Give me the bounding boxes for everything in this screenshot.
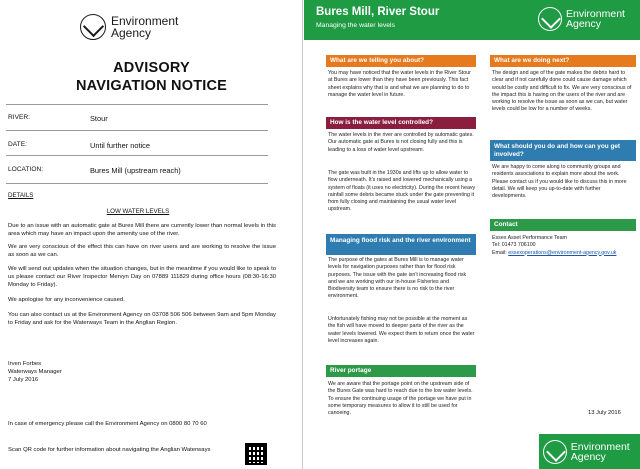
field-value: Stour — [90, 114, 108, 123]
section-heading-controlled: How is the water level controlled? — [326, 117, 476, 129]
qr-caption: Scan QR code for further information about navigating the Anglian Waterways — [8, 447, 211, 453]
field-label: RIVER: — [8, 114, 30, 121]
environment-agency-emblem-icon — [543, 440, 567, 464]
signature-date: 7 July 2016 — [8, 377, 39, 383]
emergency-line: In case of emergency please call the Environment Agency on 0800 80 70 60 — [8, 421, 207, 427]
notice-paragraph: We will send out updates when the situation changes, but in the meantime if you would like to speak to us please contact our River Inspector Mervyn Day on 07889 111829 during office hours (08:30-16:30 Monday to Friday). — [8, 266, 276, 288]
logo-wordmark: Environment Agency — [570, 440, 630, 463]
section-heading-telling: What are we telling you about? — [326, 55, 476, 67]
environment-agency-logo — [80, 14, 179, 40]
fact-sheet-title: Bures Mill, River Stour — [316, 6, 440, 18]
notice-title-line1: ADVISORY — [113, 60, 190, 76]
environment-agency-logo — [538, 7, 636, 31]
notice-paragraph: You can also contact us at the Environment Agency on 03708 506 506 between 9am and 5pm Monday to Friday and ask for the Waterways Team in the Anglian Region. — [8, 312, 276, 326]
section-heading-contact: Contact — [490, 219, 636, 231]
contact-details — [492, 235, 636, 257]
section-heading-next: What are we doing next? — [490, 55, 636, 67]
logo-wordmark: Environment Agency — [566, 8, 625, 30]
signatory-name: Irven Forbes — [8, 361, 42, 367]
divider — [6, 104, 268, 105]
section-heading-involved: What should you do and how can you get involved? — [490, 140, 636, 161]
fact-sheet-subtitle: Managing the water levels — [316, 22, 395, 29]
notice-title — [0, 59, 303, 95]
contact-email-row — [492, 250, 636, 257]
section-body-flood-1: The purpose of the gates at Bures Mill is to manage water levels for navigation purposes rather than for flood risk purposes. The issue with the gate isn't increasing flood risk and we are working with our in-house Fisheries and Biodiversity team to ensure there is no risk to the river environment. — [328, 257, 467, 300]
signatory-role: Waterways Manager — [8, 369, 62, 375]
contact-team: Essex Asset Performance Team — [492, 235, 567, 241]
signature-block — [8, 360, 62, 384]
field-label: DATE: — [8, 141, 27, 148]
section-body-next: The design and age of the gate makes the debris hard to clear and if not carefully done could cause damage which would be costly and difficult to fix. We are very conscious of the impact this is having on the users of the river and are working to resolve the issue as soon as we can, but water levels could be low for a number of weeks. — [492, 70, 632, 113]
logo-wordmark: Environment Agency — [111, 14, 179, 40]
fact-sheet-date: 13 July 2016 — [588, 410, 621, 416]
contact-email-label: Email: — [492, 249, 507, 256]
contact-phone: Tel: 01473 706100 — [492, 242, 536, 249]
section-body-portage: We are aware that the portage point on the upstream side of the Bures Gate was hard to reach due to the low water levels. To ensure the continuing usage of the portage we have put in some temporary measures to allow it to still be used for canoeing. — [328, 381, 473, 417]
divider — [6, 183, 268, 184]
section-heading-portage: River portage — [326, 365, 476, 377]
fact-sheet-page — [304, 0, 640, 469]
notice-paragraph: We are very conscious of the effect this can have on river users and are working to resolve the issue as soon as we can. — [8, 244, 276, 258]
section-body-controlled-2: The gate was built in the 1930s and lifts up to allow water to flow underneath. It's raised and lowered mechanically using a system of floats (it uses no electricity). During the recent heavy rainfall some debris became stuck under the gate preventing it from fully closing and maintaining the usual water level upstream. — [328, 170, 476, 213]
section-heading-flood: Managing flood risk and the river environment — [326, 234, 476, 255]
fact-sheet-banner — [304, 0, 640, 40]
section-body-controlled-1: The water levels in the river are controlled by automatic gates. Our automatic gate at Bures is not closing fully and this is leading to a loss of water level upstream. — [328, 132, 474, 153]
details-heading: DETAILS — [8, 192, 34, 199]
environment-agency-emblem-icon — [538, 7, 562, 31]
section-body-flood-2: Unfortunately fishing may not be possible at the moment as the fish will have moved to deeper parts of the river as the water levels lowered. We expect them to return once the water level increases again. — [328, 316, 475, 344]
environment-agency-logo-footer — [539, 434, 640, 469]
section-body-telling: You may have noticed that the water levels in the River Stour at Bures are lower than they have been previously. This fact sheet explains why that is and what we are planning to do to manage the water level in future. — [328, 70, 471, 98]
divider — [6, 130, 268, 131]
notice-paragraph: Due to an issue with an automatic gate at Bures Mill there are currently lower than normal levels in this area which may have an impact upon the amenity use of the river. — [8, 223, 276, 237]
divider — [6, 155, 268, 156]
field-label: LOCATION: — [8, 166, 44, 173]
field-value: Bures Mill (upstream reach) — [90, 166, 181, 175]
qr-code[interactable] — [245, 443, 267, 465]
advisory-notice-page — [0, 0, 303, 469]
field-value: Until further notice — [90, 141, 150, 150]
low-water-levels-heading: LOW WATER LEVELS — [106, 208, 170, 215]
notice-paragraph: We apologise for any inconvenience caused. — [8, 297, 125, 303]
notice-title-line2: NAVIGATION NOTICE — [75, 78, 228, 94]
environment-agency-emblem-icon — [80, 14, 106, 40]
section-body-involved: We are happy to come along to community groups and residents associations to explain more about the work. Please contact us if you would like to discuss this in more detail. We will keep you up-to-date with further developments. — [492, 164, 627, 200]
contact-email-link[interactable]: essexoperations@environment-agency.gov.uk — [508, 249, 617, 256]
